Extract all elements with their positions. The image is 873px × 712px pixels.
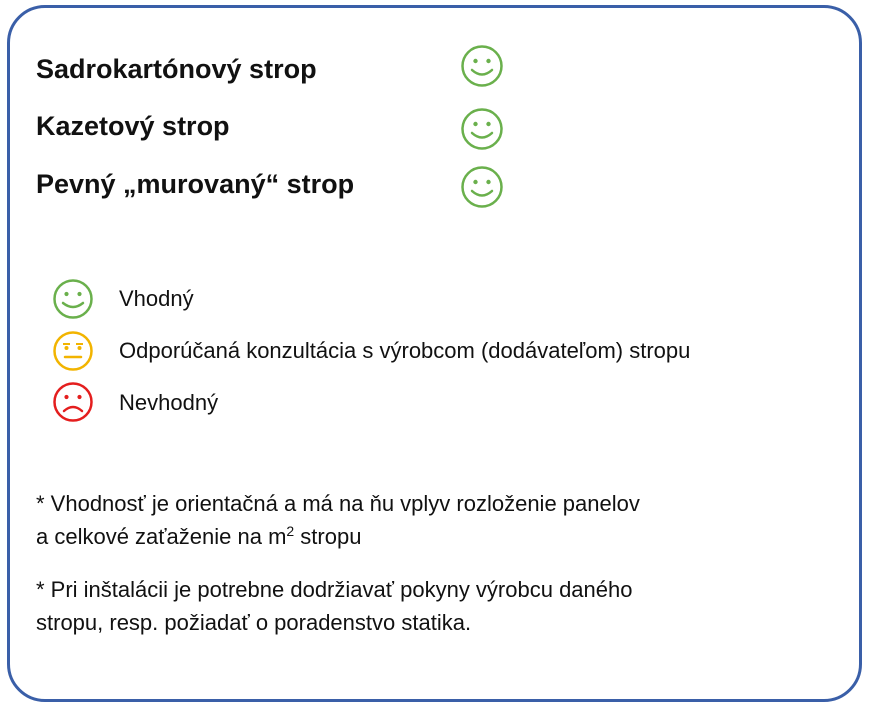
legend-label-unsuitable: Nevhodný: [119, 390, 219, 415]
smiley-happy-icon: [52, 278, 94, 320]
note-line: * Pri inštalácii je potrebne dodržiavať pokyny výrobcu daného: [36, 577, 633, 602]
legend-label-consult: Odporúčaná konzultácia s výrobcom (dodávateľom) stropu: [119, 338, 691, 363]
ceiling-type-solid: Pevný „murovaný“ strop: [36, 169, 355, 199]
smiley-sad-icon: [52, 381, 94, 423]
smiley-neutral-icon: [52, 330, 94, 372]
smiley-happy-icon: [460, 165, 504, 209]
note-line: * Vhodnosť je orientačná a má na ňu vplyv rozloženie panelov: [36, 491, 640, 516]
ceiling-type-drywall: Sadrokartónový strop: [36, 54, 317, 84]
note-line: stropu, resp. požiadať o poradenstvo statika.: [36, 610, 472, 635]
note-suitability: [36, 487, 836, 553]
ceiling-type-cassette: Kazetový strop: [36, 111, 230, 141]
smiley-happy-icon: [460, 44, 504, 88]
legend-label-suitable: Vhodný: [119, 286, 194, 311]
note-line: a celkové zaťaženie na $m^2$ stropu: [36, 523, 362, 549]
note-installation: [36, 573, 836, 639]
smiley-happy-icon: [460, 107, 504, 151]
